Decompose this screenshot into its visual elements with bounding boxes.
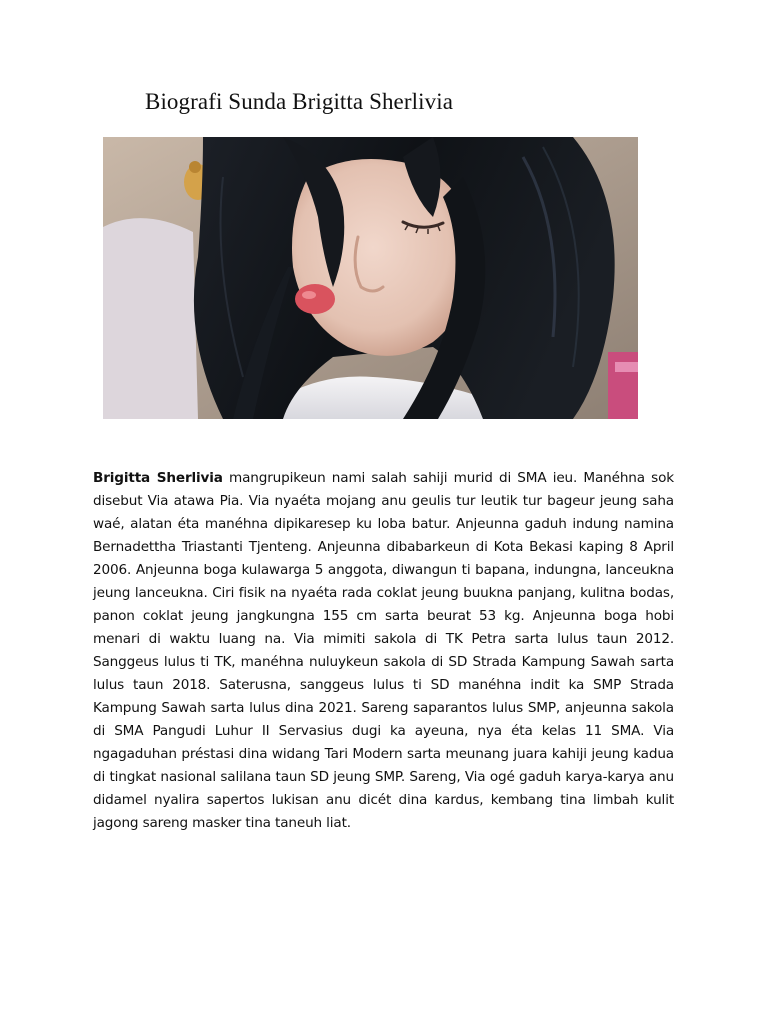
bio-body: mangrupikeun nami salah sahiji murid di SMA ieu. Manéhna sok disebut Via atawa Pia. Via nyaéta mojang anu geulis tur leutik tur bageur jeung saha waé, alatan éta manéhna dipikaresep ku loba batur. Anjeunna gaduh indung namina Bernadettha Triastanti Tjenteng. Anjeunna dibabarkeun di Kota Bekasi kaping 8 April 2006. Anjeunna boga kulawarga 5 anggota, diwangun ti bapana, indungna, lanceukna jeung lanceukna. Ciri fisik na nyaéta rada coklat jeung buukna panjang, kulitna bodas, panon coklat jeung jangkungna 155 cm sarta beurat 53 kg. Anjeunna boga hobi menari di waktu luang na. Via mimiti sakola di TK Petra sarta lulus taun 2012. Sanggeus lulus ti TK, manéhna nuluykeun sakola di SD Strada Kampung Sawah sarta lulus taun 2018. Saterusna, sanggeus lulus ti SD manéhna indit ka SMP Strada Kampung Sawah sarta lulus dina 2021. Sareng saparantos lulus SMP, anjeunna sakola di SMA Pangudi Luhur II Servasius dugi ka ayeuna, nya éta kelas 11 SMA. Via ngagaduhan préstasi dina widang Tari Modern sarta meunang juara kahiji jeung kadua di tingkat nasional salilana taun SD jeung SMP. Sareng, Via ogé gaduh karya-karya anu didamel nyalira sapertos lukisan anu dicét dina kardus, kembang tina limbah kulit jagong sareng masker tina taneuh liat. <box>93 470 674 831</box>
biography-paragraph <box>93 467 674 835</box>
bio-name: Brigitta Sherlivia <box>93 470 223 486</box>
page-title: Biografi Sunda Brigitta Sherlivia <box>145 89 454 114</box>
portrait-illustration <box>103 137 638 419</box>
portrait-photo <box>103 137 638 419</box>
